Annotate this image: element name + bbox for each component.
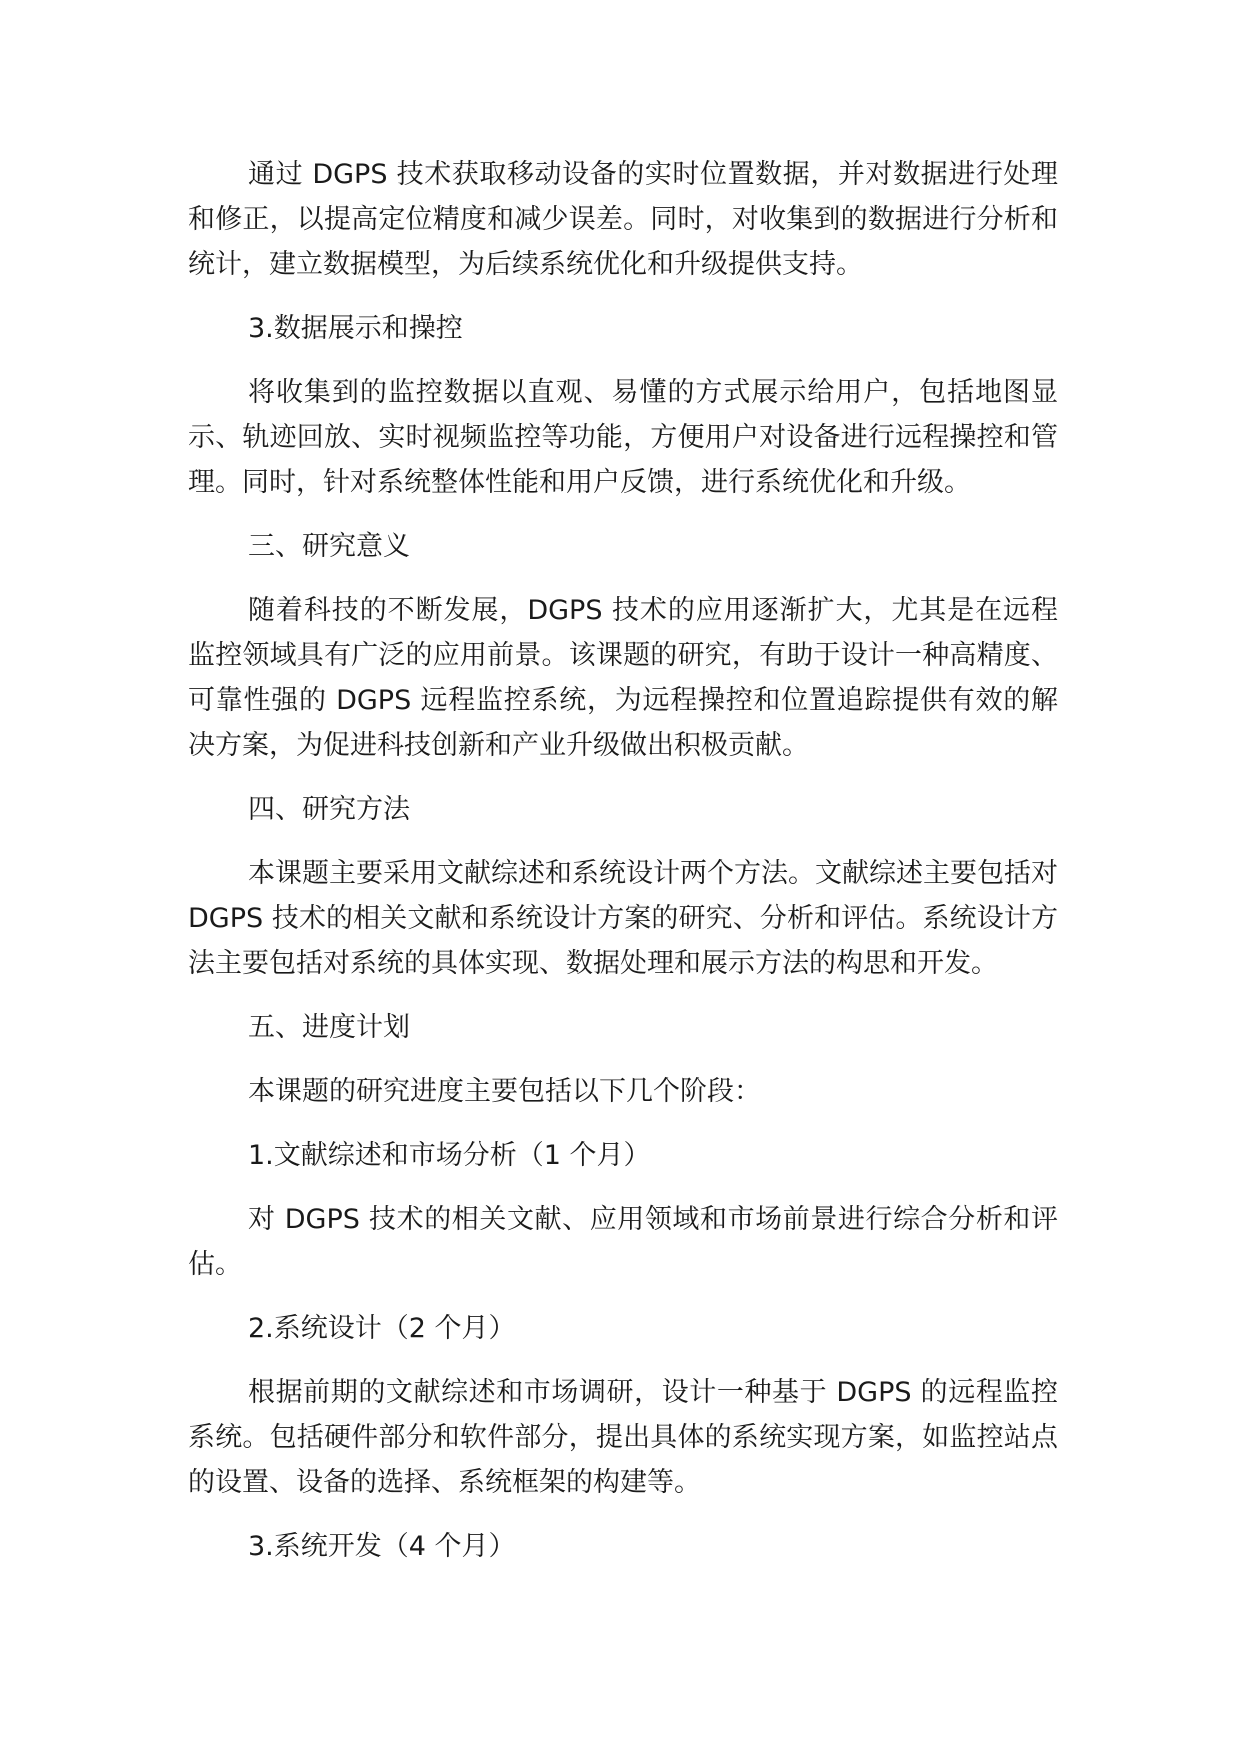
body-paragraph: 随着科技的不断发展，DGPS 技术的应用逐渐扩大，尤其是在远程监控领域具有广泛的应用前景。该课题的研究，有助于设计一种高精度、可靠性强的 DGPS 远程监控系统，为远程操控和位置追踪提供有效的解决方案，为促进科技创新和产业升级做出积极贡献。: [188, 595, 1058, 761]
subsection-heading: 3.数据展示和操控: [248, 313, 463, 344]
body-paragraph: 对 DGPS 技术的相关文献、应用领域和市场前景进行综合分析和评估。: [188, 1204, 1058, 1280]
document-page: [188, 152, 1058, 1588]
subsection-heading: 3.系统开发（4 个月）: [248, 1531, 516, 1562]
subsection-heading: 1.文献综述和市场分析（1 个月）: [248, 1140, 651, 1171]
section-heading: 三、研究意义: [248, 531, 410, 562]
subsection-heading: 2.系统设计（2 个月）: [248, 1313, 516, 1344]
body-paragraph: 本课题的研究进度主要包括以下几个阶段：: [248, 1076, 761, 1107]
section-heading: 四、研究方法: [248, 794, 410, 825]
body-paragraph: 通过 DGPS 技术获取移动设备的实时位置数据，并对数据进行处理和修正，以提高定位精度和减少误差。同时，对收集到的数据进行分析和统计，建立数据模型，为后续系统优化和升级提供支持。: [188, 159, 1058, 280]
body-paragraph: 将收集到的监控数据以直观、易懂的方式展示给用户，包括地图显示、轨迹回放、实时视频监控等功能，方便用户对设备进行远程操控和管理。同时，针对系统整体性能和用户反馈，进行系统优化和升级。: [188, 377, 1058, 498]
body-paragraph: 本课题主要采用文献综述和系统设计两个方法。文献综述主要包括对 DGPS 技术的相关文献和系统设计方案的研究、分析和评估。系统设计方法主要包括对系统的具体实现、数据处理和展示方法的构思和开发。: [188, 858, 1058, 979]
body-paragraph: 根据前期的文献综述和市场调研，设计一种基于 DGPS 的远程监控系统。包括硬件部分和软件部分，提出具体的系统实现方案，如监控站点的设置、设备的选择、系统框架的构建等。: [188, 1377, 1058, 1498]
section-heading: 五、进度计划: [248, 1012, 410, 1043]
